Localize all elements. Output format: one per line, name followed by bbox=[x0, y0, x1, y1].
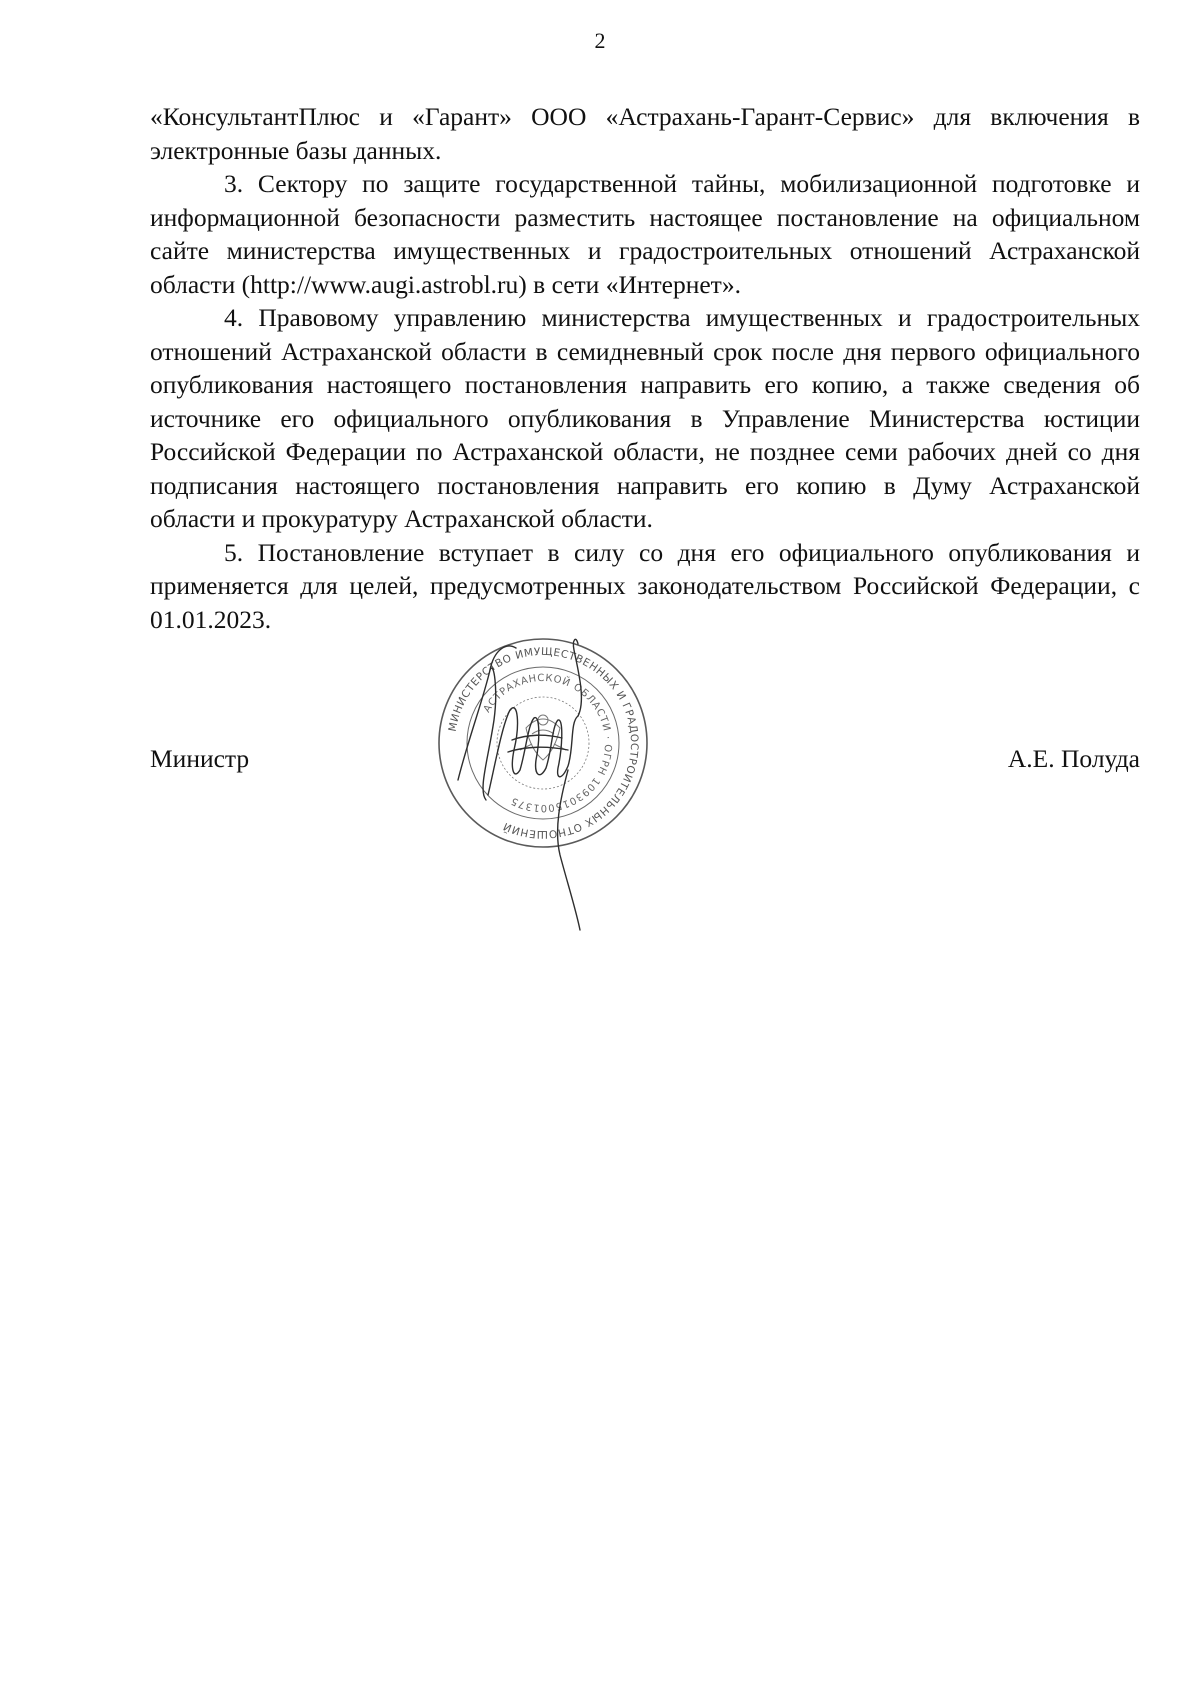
seal-center-ring bbox=[497, 697, 589, 789]
paragraph-4: 4. Правовому управлению министерства имущественных и градостроительных отношений Астраханской области в семидневный срок после дня первого официального опубликования настоящего постановления направить его копию, а также сведения об источнике его официального опубликования в Управление Министерства юстиции Российской Федерации по Астраханской области, не позднее семи рабочих дней со дня подписания настоящего постановления направить его копию в Думу Астраханской области и прокуратуру Астраханской области. bbox=[150, 303, 1140, 533]
svg-text:АСТРАХАНСКОЙ ОБЛАСТИ · ОГРН 10: АСТРАХАНСКОЙ ОБЛАСТИ · ОГРН 1093015001375 bbox=[481, 672, 614, 814]
document-body bbox=[150, 100, 1140, 636]
signatory-position: Министр bbox=[150, 744, 250, 773]
paragraph-continuation: «КонсультантПлюс и «Гарант» ООО «Астрахань-Гарант-Сервис» для включения в электронные базы данных. bbox=[150, 102, 1140, 165]
paragraph-3: 3. Сектору по защите государственной тайны, мобилизационной подготовке и информационной безопасности разместить настоящее постановление на официальном сайте министерства имущественных и градостроительных отношений Астраханской области (http://www.augi.astrobl.ru) в сети «Интернет». bbox=[150, 169, 1140, 299]
official-seal-icon bbox=[428, 630, 658, 950]
signatory-name: А.Е. Полуда bbox=[1007, 744, 1140, 773]
page-number: 2 bbox=[594, 28, 606, 53]
svg-text:МИНИСТЕРСТВО ИМУЩЕСТВЕННЫХ И Г: МИНИСТЕРСТВО ИМУЩЕСТВЕННЫХ И ГРАДОСТРОИТЕЛЬНЫХ ОТНОШЕНИЙ bbox=[446, 645, 641, 841]
paragraph-5: 5. Постановление вступает в силу со дня его официального опубликования и применяется для целей, предусмотренных законодательством Российской Федерации, с 01.01.2023. bbox=[150, 537, 1140, 634]
seal-outer-ring bbox=[439, 639, 647, 847]
